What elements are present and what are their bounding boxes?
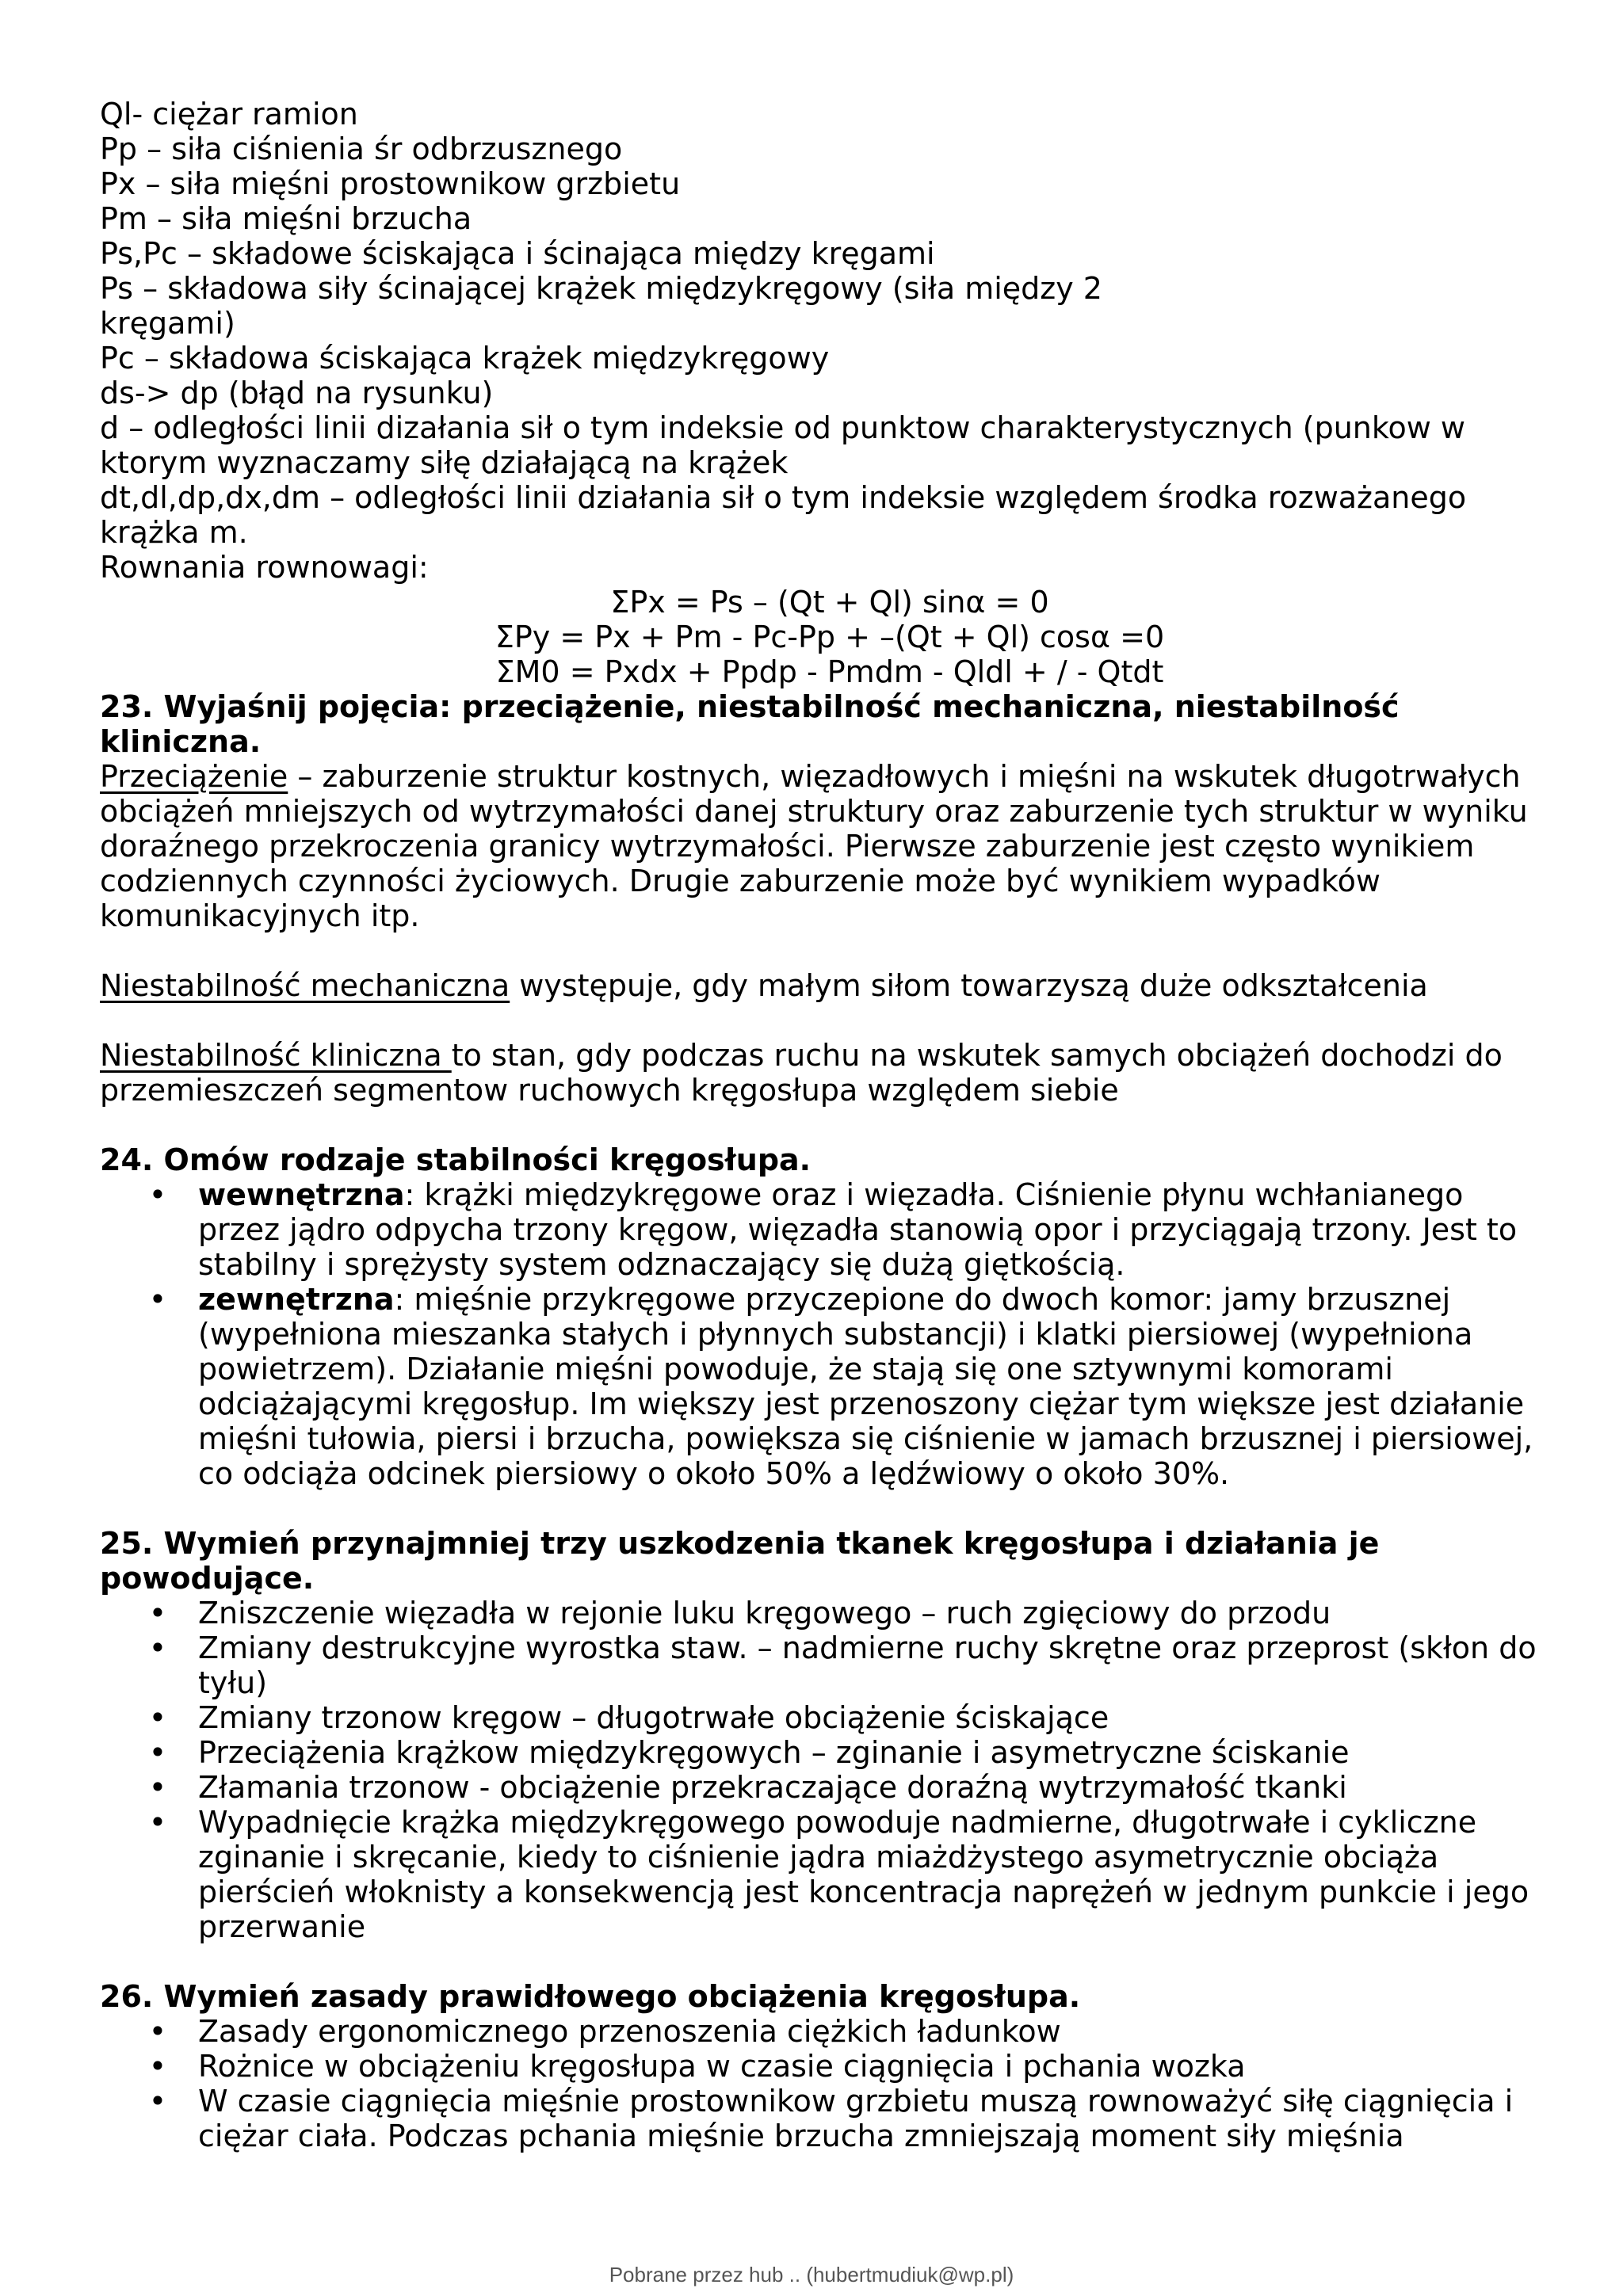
list-item-text: Zmiany trzonow kręgow – długotrwałe obciążenie ściskające <box>198 1700 1109 1735</box>
paragraph-spacer <box>100 1944 1544 1979</box>
list-item <box>100 1282 1544 1491</box>
definition-line: Px – siła mięśni prostownikow grzbietu <box>100 166 681 201</box>
injuries-list <box>100 1596 1544 1944</box>
list-item <box>100 2014 1544 2049</box>
definition-niestabilnosc-mechaniczna: występuje, gdy małym siłom towarzyszą duże odkształcenia <box>510 968 1428 1003</box>
term-zewnetrzna: zewnętrzna <box>198 1282 395 1317</box>
definition-zewnetrzna: : mięśnie przykręgowe przyczepione do dwoch komor: jamy brzusznej (wypełniona mieszanka stałych i płynnych substancji) i klatki piersiowej (wypełniona powietrzem). Działanie mięśni powoduje, że stają się one sztywnymi komorami odciążającymi kręgosłup. Im większy jest przenoszony ciężar tym większe jest działanie mięśni tułowia, piersi i brzucha, powiększa się ciśnienie w jamach brzusznej i piersiowej, co odciąża odcinek piersiowy o około 50% a lędźwiowy o około 30%. <box>198 1282 1533 1491</box>
equations-block <box>100 585 1544 689</box>
list-item <box>100 1700 1544 1735</box>
list-item-text: Zmiany destrukcyjne wyrostka staw. – nadmierne ruchy skrętne oraz przeprost (skłon do tyłu) <box>198 1630 1537 1700</box>
paragraph-przeciazenie <box>100 759 1544 933</box>
bullet-icon: • <box>148 1700 167 1735</box>
definition-line: Pc – składowa ściskająca krążek międzykręgowy <box>100 341 830 376</box>
definition-line: Pp – siła ciśnienia śr odbrzusznego <box>100 132 623 166</box>
list-item <box>100 1596 1544 1630</box>
definition-przeciazenie: – zaburzenie struktur kostnych, więzadłowych i mięśni na wskutek długotrwałych obciążeń mniejszych od wytrzymałości danej struktury oraz zaburzenie tych struktur w wyniku doraźnego przekroczenia granicy wytrzymałości. Pierwsze zaburzenie jest często wynikiem codziennych czynności życiowych. Drugie zaburzenie może być wynikiem wypadków komunikacyjnych itp. <box>100 759 1528 933</box>
definition-line: Ps – składowa siły ścinającej krążek międzykręgowy (siła między 2 <box>100 271 1102 306</box>
section-26-heading: 26. Wymień zasady prawidłowego obciążenia kręgosłupa. <box>100 1979 1081 2014</box>
definition-line: dt,dl,dp,dx,dm – odległości linii działania sił o tym indeksie względem środka rozważanego <box>100 480 1467 515</box>
definition-line: Ql- ciężar ramion <box>100 97 358 132</box>
list-item-text: W czasie ciągnięcia mięśnie prostownikow grzbietu muszą rownoważyć siłę ciągnięcia i ciężar ciała. Podczas pchania mięśnie brzucha zmniejszają moment siły mięśnia <box>198 2084 1514 2153</box>
section-24 <box>100 1142 1544 1526</box>
list-item-text: Wypadnięcie krążka międzykręgowego powoduje nadmierne, długotrwałe i cykliczne zginanie i skręcanie, kiedy to ciśnienie jądra miażdżystego asymetrycznie obciąża pierścień włoknisty a konsekwencją jest koncentracja naprężeń w jednym punkcie i jego przerwanie <box>198 1805 1529 1944</box>
section-25-heading: 25. Wymień przynajmniej trzy uszkodzenia tkanek kręgosłupa i działania je powodujące. <box>100 1526 1380 1596</box>
term-niestabilnosc-mechaniczna: Niestabilność mechaniczna <box>100 968 510 1003</box>
list-item <box>100 2049 1544 2084</box>
paragraph-spacer <box>100 1491 1544 1526</box>
term-niestabilnosc-kliniczna: Niestabilność kliniczna <box>100 1038 452 1073</box>
term-wewnetrzna: wewnętrzna <box>198 1177 405 1212</box>
bullet-icon: • <box>148 2084 167 2119</box>
definition-line: Ps,Pc – składowe ściskająca i ścinająca między kręgami <box>100 236 935 271</box>
definition-line: kręgami) <box>100 306 235 341</box>
section-26 <box>100 1979 1544 2153</box>
list-item-text: Złamania trzonow - obciążenie przekraczające doraźną wytrzymałość tkanki <box>198 1770 1347 1805</box>
section-24-heading: 24. Omów rodzaje stabilności kręgosłupa. <box>100 1142 812 1177</box>
paragraph-niestabilnosc-mechaniczna <box>100 968 1544 1003</box>
document-body <box>100 97 1544 2153</box>
list-item-text: Rożnice w obciążeniu kręgosłupa w czasie ciągnięcia i pchania wozka <box>198 2049 1246 2084</box>
bullet-icon: • <box>148 2014 167 2049</box>
bullet-icon: • <box>148 1282 167 1317</box>
paragraph-spacer <box>100 1003 1544 1038</box>
section-25 <box>100 1526 1544 1979</box>
definition-line: Pm – siła mięśni brzucha <box>100 201 472 236</box>
definitions-block <box>100 97 1544 585</box>
bullet-icon: • <box>148 1596 167 1630</box>
bullet-icon: • <box>148 1630 167 1665</box>
definition-line: d – odległości linii dizałania sił o tym indeksie od punktow charakterystycznych (punkow w <box>100 410 1466 445</box>
list-item <box>100 1735 1544 1770</box>
section-23-heading: 23. Wyjaśnij pojęcia: przeciążenie, niestabilność mechaniczna, niestabilność kliniczna. <box>100 689 1400 759</box>
paragraph-spacer <box>100 1108 1544 1142</box>
list-item-text: Przeciążenia krążkow międzykręgowych – zginanie i asymetryczne ściskanie <box>198 1735 1350 1770</box>
bullet-icon: • <box>148 1177 167 1212</box>
list-item-text <box>198 1177 1517 1282</box>
section-23 <box>100 689 1544 1142</box>
equation-sum-py: ΣPy = Px + Pm - Pc-Pp + –(Qt + Ql) cosα =0 <box>495 620 1165 654</box>
stability-types-list <box>100 1177 1544 1491</box>
bullet-icon: • <box>148 1735 167 1770</box>
list-item <box>100 1630 1544 1700</box>
list-item-text: Zniszczenie więzadła w rejonie luku kręgowego – ruch zgięciowy do przodu <box>198 1596 1331 1630</box>
definition-line: krążka m. <box>100 515 248 550</box>
bullet-icon: • <box>148 1770 167 1805</box>
equation-sum-px: ΣPx = Ps – (Qt + Ql) sinα = 0 <box>610 585 1049 620</box>
bullet-icon: • <box>148 1805 167 1840</box>
page-footer: Pobrane przez hub .. (hubertmudiuk@wp.pl) <box>609 2263 1014 2286</box>
paragraph-spacer <box>100 933 1544 968</box>
load-rules-list <box>100 2014 1544 2153</box>
list-item <box>100 1177 1544 1282</box>
list-item <box>100 1805 1544 1944</box>
definition-wewnetrzna: : krążki międzykręgowe oraz i więzadła. Ciśnienie płynu wchłanianego przez jądro odpycha trzony kręgow, więzadła stanowią opor i przyciągają trzony. Jest to stabilny i sprężysty system odznaczający się dużą giętkością. <box>198 1177 1518 1282</box>
definition-niestabilnosc-kliniczna: to stan, gdy podczas ruchu na wskutek samych obciążeń dochodzi do przemieszczeń segmentow ruchowych kręgosłupa względem siebie <box>100 1038 1503 1108</box>
list-item-text <box>198 1282 1533 1491</box>
bullet-icon: • <box>148 2049 167 2084</box>
list-item-text: Zasady ergonomicznego przenoszenia ciężkich ładunkow <box>198 2014 1061 2049</box>
paragraph-niestabilnosc-kliniczna <box>100 1038 1544 1108</box>
list-item <box>100 2084 1544 2153</box>
term-przeciazenie: Przeciążenie <box>100 759 288 794</box>
definition-line: ktorym wyznaczamy siłę działającą na krążek <box>100 445 789 480</box>
definition-line: ds-> dp (błąd na rysunku) <box>100 376 494 410</box>
equation-sum-m0: ΣM0 = Pxdx + Ppdp - Pmdm - Qldl + / - Qtdt <box>495 654 1164 689</box>
definition-line: Rownania rownowagi: <box>100 550 429 585</box>
list-item <box>100 1770 1544 1805</box>
